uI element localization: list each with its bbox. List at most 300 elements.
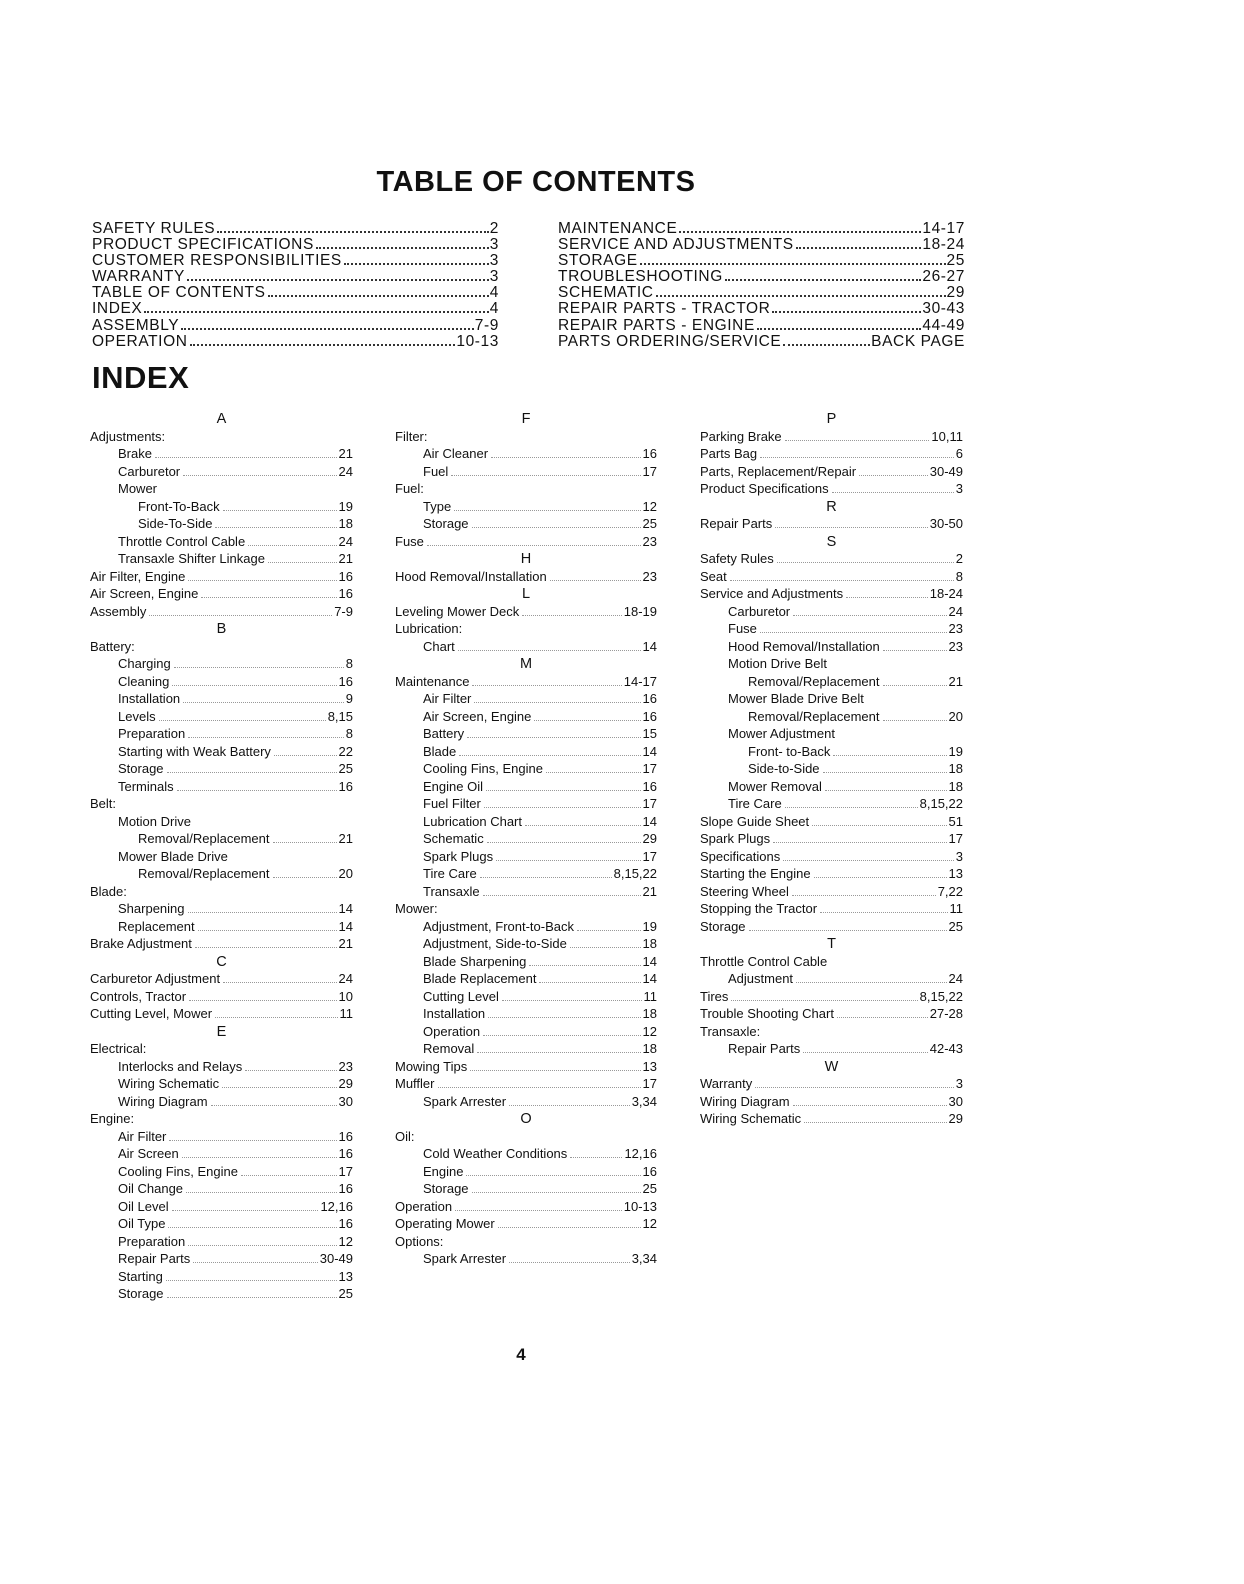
- index-entry-label: Product Specifications: [700, 481, 829, 496]
- toc-entry-page: 29: [946, 284, 965, 302]
- dot-leader: [215, 1017, 337, 1018]
- index-entry: [700, 865, 963, 883]
- index-entry-label: Air Screen: [118, 1146, 179, 1161]
- index-entry: [700, 463, 963, 481]
- dot-leader: [550, 580, 641, 581]
- index-entry-label: Oil Change: [118, 1181, 184, 1196]
- dot-leader: [483, 1035, 640, 1036]
- dot-leader: [539, 982, 640, 983]
- index-entry-page: 29: [948, 1111, 963, 1126]
- index-entry-page: 10: [338, 988, 353, 1004]
- index-entry-label: Carburetor: [118, 463, 181, 479]
- index-entry-label: Mower Blade Drive Belt: [728, 691, 864, 706]
- index-entry: [700, 1093, 963, 1111]
- dot-leader: [459, 755, 640, 756]
- toc-entry-page: 3: [489, 236, 499, 254]
- index-entry: [395, 1128, 657, 1146]
- index-entry: [700, 778, 963, 796]
- index-entry: [395, 463, 657, 481]
- index-entry: [90, 1110, 353, 1128]
- index-entry: [395, 970, 657, 988]
- index-entry: [395, 883, 657, 901]
- index-entry: [700, 918, 963, 936]
- index-entry-label: Mower Removal: [728, 778, 822, 794]
- index-entry-label: Wiring Diagram: [118, 1093, 208, 1109]
- index-entry-label: Motion Drive: [118, 813, 191, 829]
- index-entry: [700, 655, 963, 673]
- index-entry-label: Wiring Diagram: [700, 1093, 790, 1109]
- index-entry-label: Mower:: [395, 901, 438, 916]
- index-entry-label: Storage: [700, 918, 746, 934]
- dot-leader: [775, 527, 928, 528]
- index-entry: [395, 1215, 657, 1233]
- index-entry-label: Adjustment, Side-to-Side: [423, 936, 567, 951]
- index-entry: [395, 725, 657, 743]
- toc-entry-label: SERVICE AND ADJUSTMENTS: [558, 236, 794, 254]
- index-entry-page: 16: [642, 708, 657, 724]
- index-entry-page: 42-43: [929, 1041, 963, 1056]
- index-entry-page: 10,11: [931, 428, 963, 444]
- index-entry-page: 23: [948, 638, 963, 654]
- index-entry: [395, 428, 657, 446]
- index-entry: [90, 865, 353, 883]
- index-entry-page: 51: [948, 813, 963, 829]
- index-entry-page: 2: [955, 551, 963, 566]
- dot-leader: [144, 311, 488, 313]
- index-entry-page: 10-13: [623, 1198, 657, 1214]
- dot-leader: [455, 1210, 622, 1211]
- index-entry-label: Adjustment, Front-to-Back: [423, 918, 574, 934]
- index-entry-label: Hood Removal/Installation: [395, 568, 547, 584]
- dot-leader: [760, 457, 954, 458]
- index-entry-page: 16: [642, 1163, 657, 1179]
- index-entry-page: 30-49: [319, 1251, 353, 1266]
- index-entry-page: 21: [948, 673, 963, 689]
- dot-leader: [211, 1105, 337, 1106]
- index-entry-page: 13: [948, 866, 963, 881]
- dot-leader: [187, 279, 489, 281]
- index-entry: [90, 708, 353, 726]
- toc-entry-label: WARRANTY: [92, 268, 185, 286]
- toc-entry: [92, 318, 499, 334]
- index-entry: [395, 498, 657, 516]
- index-entry-label: Cold Weather Conditions: [423, 1146, 568, 1161]
- toc-entry: [92, 301, 499, 317]
- dot-leader: [188, 912, 337, 913]
- index-entry-label: Parts, Replacement/Repair: [700, 463, 857, 479]
- index-entry-page: 16: [642, 778, 657, 794]
- index-entry-label: Maintenance: [395, 673, 470, 689]
- index-entry-label: Replacement: [118, 918, 195, 934]
- index-entry-page: 30-49: [929, 463, 963, 479]
- index-entry-label: Cooling Fins, Engine: [423, 761, 543, 776]
- index-entry: [700, 1110, 963, 1128]
- index-entry-page: 8: [955, 568, 963, 584]
- dot-leader: [883, 685, 947, 686]
- index-entry-label: Spark Arrester: [423, 1093, 507, 1109]
- dot-leader: [796, 247, 922, 249]
- index-entry: [395, 1145, 657, 1163]
- index-entry-page: 14-17: [623, 673, 657, 689]
- index-entry-label: Preparation: [118, 1233, 186, 1249]
- dot-leader: [483, 895, 641, 896]
- toc-entry-page: 10-13: [456, 332, 499, 350]
- index-entry-label: Storage: [118, 761, 164, 776]
- index-entry-page: 18: [338, 516, 353, 531]
- index-entry: [395, 953, 657, 971]
- index-entry: [395, 1075, 657, 1093]
- index-entry: [700, 883, 963, 901]
- index-entry-label: Parking Brake: [700, 428, 782, 444]
- toc-entry-page: BACK PAGE: [871, 332, 965, 350]
- index-heading: INDEX: [92, 360, 190, 395]
- index-entry-page: 8,15,22: [613, 866, 657, 881]
- index-entry-page: 12,16: [624, 1146, 657, 1161]
- dot-leader: [486, 790, 641, 791]
- index-entry-label: Blade:: [90, 883, 127, 899]
- index-entry-page: 24: [948, 603, 963, 619]
- dot-leader: [480, 877, 612, 878]
- index-entry: [90, 848, 353, 866]
- index-entry: [700, 603, 963, 621]
- index-entry: [90, 918, 353, 936]
- index-entry-label: Stopping the Tractor: [700, 901, 818, 916]
- dot-leader: [458, 650, 641, 651]
- index-entry-label: Fuse: [728, 621, 757, 636]
- dot-leader: [477, 1052, 640, 1053]
- index-entry-label: Oil:: [395, 1128, 415, 1144]
- index-entry-page: 16: [338, 1146, 353, 1161]
- index-letter-heading: L: [521, 586, 531, 602]
- index-entry: [395, 935, 657, 953]
- index-entry-label: Repair Parts: [118, 1251, 191, 1266]
- index-entry-label: Air Cleaner: [423, 446, 489, 461]
- index-entry: [90, 935, 353, 953]
- index-entry-label: Specifications: [700, 848, 781, 864]
- index-entry-page: 30: [338, 1093, 353, 1109]
- dot-leader: [509, 1105, 630, 1106]
- index-entry-label: Cooling Fins, Engine: [118, 1163, 238, 1179]
- dot-leader: [883, 650, 947, 651]
- index-entry: [700, 743, 963, 761]
- index-letter-heading: P: [826, 411, 837, 427]
- index-entry-page: 23: [948, 621, 963, 636]
- index-entry-label: Slope Guide Sheet: [700, 813, 810, 829]
- index-entry-label: Installation: [118, 691, 181, 706]
- dot-leader: [470, 1070, 640, 1071]
- index-entry: [90, 1163, 353, 1181]
- dot-leader: [525, 825, 641, 826]
- toc-entry-page: 18-24: [922, 236, 965, 254]
- dot-leader: [509, 1262, 630, 1263]
- index-entry-label: Operating Mower: [395, 1216, 495, 1231]
- index-letter-heading: O: [520, 1111, 532, 1127]
- index-entry-page: 25: [948, 918, 963, 934]
- toc-entry-page: 3: [489, 252, 499, 270]
- dot-leader: [168, 1227, 336, 1228]
- dot-leader: [577, 930, 641, 931]
- index-entry-page: 23: [642, 533, 657, 549]
- index-entry-label: Operation: [423, 1023, 481, 1039]
- index-entry-label: Lubrication Chart: [423, 813, 522, 829]
- index-letter-heading: H: [520, 551, 532, 567]
- index-entry: [90, 1215, 353, 1233]
- toc-entry-label: PARTS ORDERING/SERVICE: [558, 332, 782, 350]
- index-entry-page: 20: [948, 708, 963, 724]
- dot-leader: [496, 860, 640, 861]
- dot-leader: [273, 877, 337, 878]
- toc-entry-page: 7-9: [474, 316, 499, 334]
- index-entry: [700, 620, 963, 638]
- dot-leader: [186, 1192, 336, 1193]
- dot-leader: [823, 772, 947, 773]
- index-entry-label: Tire Care: [728, 796, 782, 811]
- index-entry: [90, 428, 353, 446]
- toc-entry: [92, 269, 499, 285]
- dot-leader: [812, 825, 946, 826]
- index-entry: [90, 533, 353, 551]
- index-entry-page: 12,16: [320, 1198, 353, 1214]
- dot-leader: [825, 790, 947, 791]
- index-entry: [700, 1005, 963, 1023]
- index-entry-page: 16: [642, 446, 657, 461]
- index-entry: [90, 1040, 353, 1058]
- index-entry-page: 3: [955, 1076, 963, 1091]
- index-entry-label: Fuel:: [395, 481, 424, 496]
- index-entry-label: Operation: [395, 1198, 453, 1214]
- index-entry-label: Transaxle: [423, 883, 480, 899]
- dot-leader: [785, 440, 930, 441]
- index-entry: [700, 515, 963, 533]
- index-entry-page: 18: [642, 936, 657, 951]
- dot-leader: [760, 632, 947, 633]
- index-entry: [395, 1005, 657, 1023]
- index-letter-heading: F: [521, 411, 531, 427]
- dot-leader: [491, 457, 641, 458]
- dot-leader: [755, 1087, 954, 1088]
- index-entry: [90, 1285, 353, 1303]
- dot-leader: [195, 947, 337, 948]
- index-entry-label: Safety Rules: [700, 551, 774, 566]
- dot-leader: [846, 597, 928, 598]
- index-entry-page: 20: [338, 866, 353, 881]
- dot-leader: [248, 545, 336, 546]
- index-entry-label: Spark Arrester: [423, 1251, 507, 1266]
- index-entry-page: 16: [338, 1216, 353, 1231]
- toc-right-column: [558, 221, 965, 350]
- index-entry: [90, 1005, 353, 1023]
- index-entry-page: 16: [338, 1128, 353, 1144]
- index-entry-page: 12: [642, 1023, 657, 1039]
- index-entry-page: 19: [948, 743, 963, 759]
- dot-leader: [777, 562, 954, 563]
- dot-leader: [814, 877, 947, 878]
- index-entry-label: Belt:: [90, 796, 117, 811]
- index-entry: [90, 1198, 353, 1216]
- dot-leader: [188, 737, 344, 738]
- dot-leader: [198, 930, 337, 931]
- index-entry: [90, 743, 353, 761]
- index-entry-page: 18: [948, 778, 963, 794]
- toc-entry-label: CUSTOMER RESPONSIBILITIES: [92, 252, 342, 270]
- dot-leader: [188, 580, 336, 581]
- dot-leader: [274, 755, 337, 756]
- index-entry: [700, 445, 963, 463]
- index-entry-page: 23: [338, 1058, 353, 1074]
- index-entry: [395, 778, 657, 796]
- dot-leader: [502, 1000, 642, 1001]
- toc-entry-label: PRODUCT SPECIFICATIONS: [92, 236, 314, 254]
- dot-leader: [529, 965, 640, 966]
- index-entry-page: 18-19: [623, 603, 657, 619]
- index-entry: [700, 953, 963, 971]
- index-entry-label: Filter:: [395, 428, 428, 444]
- toc-entry-label: MAINTENANCE: [558, 220, 678, 237]
- dot-leader: [522, 615, 621, 616]
- dot-leader: [188, 1245, 336, 1246]
- dot-leader: [223, 510, 337, 511]
- page-number: 4: [516, 1345, 526, 1364]
- index-entry-label: Removal/Replacement: [138, 831, 270, 846]
- dot-leader: [725, 279, 921, 281]
- index-entry: [395, 620, 657, 638]
- dot-leader: [792, 895, 936, 896]
- index-entry-page: 17: [948, 831, 963, 846]
- dot-leader: [749, 930, 947, 931]
- index-entry-label: Front- to-Back: [748, 743, 831, 759]
- index-entry: [700, 428, 963, 446]
- toc-entry: [92, 253, 499, 269]
- index-entry-label: Side-To-Side: [138, 516, 213, 531]
- index-entry-page: 14: [338, 901, 353, 916]
- index-entry: [90, 1180, 353, 1198]
- dot-leader: [172, 685, 336, 686]
- dot-leader: [181, 328, 474, 330]
- index-entry: [395, 638, 657, 656]
- toc-entry-label: REPAIR PARTS - ENGINE: [558, 316, 755, 334]
- dot-leader: [344, 263, 489, 265]
- toc-entry-label: OPERATION: [92, 332, 188, 350]
- index-entry-label: Sharpening: [118, 901, 185, 916]
- toc-entry-page: 2: [489, 220, 499, 237]
- index-entry: [395, 603, 657, 621]
- index-entry: [90, 480, 353, 498]
- toc-entry: [558, 318, 965, 334]
- dot-leader: [268, 295, 489, 297]
- dot-leader: [454, 510, 640, 511]
- dot-leader: [245, 1070, 336, 1071]
- index-entry: [90, 725, 353, 743]
- toc-entry: [558, 269, 965, 285]
- toc-left-column: [92, 221, 499, 350]
- index-entry: [395, 673, 657, 691]
- index-entry: [395, 1233, 657, 1251]
- dot-leader: [155, 457, 337, 458]
- index-entry-label: Parts Bag: [700, 446, 758, 461]
- index-entry-label: Blade Sharpening: [423, 953, 527, 969]
- dot-leader: [167, 772, 337, 773]
- index-entry-page: 27-28: [929, 1006, 963, 1021]
- index-entry-page: 11: [643, 988, 657, 1004]
- toc-entry: [558, 221, 965, 237]
- toc-entry-label: TABLE OF CONTENTS: [92, 284, 266, 302]
- dot-leader: [656, 295, 946, 297]
- index-entry: [90, 690, 353, 708]
- index-entry-page: 14: [642, 971, 657, 986]
- dot-leader: [773, 842, 946, 843]
- index-entry: [90, 813, 353, 831]
- index-entry-page: 17: [642, 796, 657, 811]
- index-entry-label: Mower: [118, 481, 158, 496]
- toc-entry: [558, 334, 965, 350]
- page-title: TABLE OF CONTENTS: [376, 166, 696, 198]
- index-entry-label: Adjustments:: [90, 428, 166, 444]
- index-entry-page: 16: [338, 586, 353, 601]
- index-entry-label: Service and Adjustments: [700, 586, 844, 601]
- index-entry-page: 29: [338, 1076, 353, 1091]
- toc-entry-page: 30-43: [922, 300, 965, 318]
- toc-entry-label: TROUBLESHOOTING: [558, 268, 723, 286]
- dot-leader: [570, 1157, 622, 1158]
- dot-leader: [837, 1017, 928, 1018]
- index-entry-label: Repair Parts: [700, 516, 773, 531]
- toc-entry-page: 14-17: [922, 220, 965, 237]
- dot-leader: [273, 842, 337, 843]
- index-entry: [395, 918, 657, 936]
- dot-leader: [783, 860, 954, 861]
- index-entry-label: Throttle Control Cable: [700, 953, 828, 969]
- index-entry: [90, 900, 353, 918]
- index-entry-page: 17: [338, 1163, 353, 1179]
- index-entry-page: 14: [338, 918, 353, 934]
- index-entry: [395, 708, 657, 726]
- dot-leader: [546, 772, 641, 773]
- index-entry-label: Side-to-Side: [748, 761, 820, 776]
- index-entry-page: 24: [338, 533, 353, 549]
- index-entry: [90, 1075, 353, 1093]
- index-entry-label: Preparation: [118, 726, 186, 741]
- index-entry: [700, 813, 963, 831]
- index-entry-label: Controls, Tractor: [90, 988, 187, 1004]
- dot-leader: [820, 912, 947, 913]
- index-letter-heading: S: [826, 533, 837, 550]
- index-entry-label: Chart: [423, 638, 455, 654]
- index-entry: [700, 673, 963, 691]
- index-entry-label: Removal: [423, 1041, 475, 1056]
- index-entry-page: 21: [338, 446, 353, 461]
- dot-leader: [730, 580, 954, 581]
- index-entry: [90, 568, 353, 586]
- index-entry-page: 19: [338, 498, 353, 514]
- index-entry: [395, 1163, 657, 1181]
- index-entry: [700, 568, 963, 586]
- index-entry-label: Tires: [700, 988, 729, 1004]
- dot-leader: [217, 231, 489, 233]
- index-entry-label: Air Screen, Engine: [423, 708, 532, 724]
- index-entry-label: Air Filter, Engine: [90, 568, 186, 584]
- index-entry-label: Air Screen, Engine: [90, 586, 199, 601]
- toc-entry: [558, 301, 965, 317]
- index-entry-page: 24: [338, 971, 353, 986]
- dot-leader: [316, 247, 489, 249]
- toc-entry-label: STORAGE: [558, 252, 638, 270]
- index-entry: [700, 708, 963, 726]
- index-entry: [90, 655, 353, 673]
- toc-entry-page: 25: [946, 252, 965, 270]
- index-entry-page: 24: [948, 971, 963, 986]
- index-entry: [700, 848, 963, 866]
- dot-leader: [427, 545, 641, 546]
